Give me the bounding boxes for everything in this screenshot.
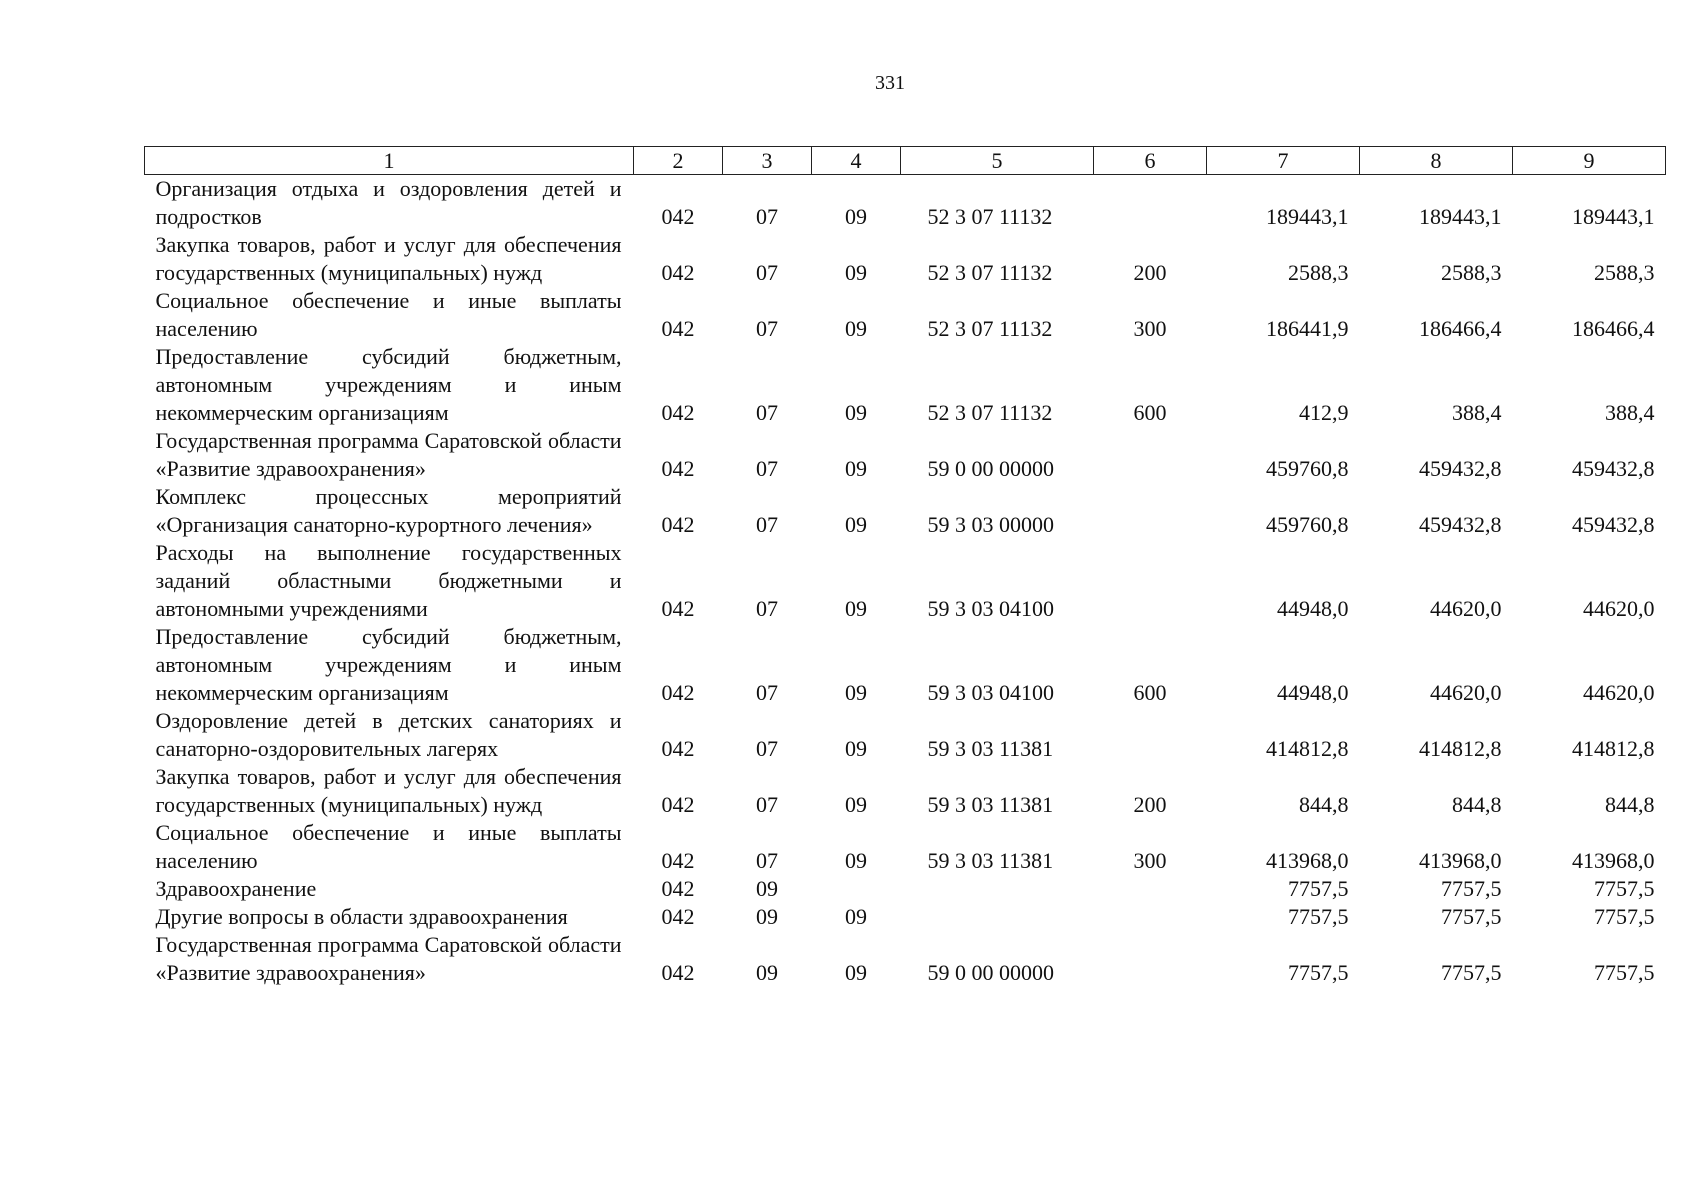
- section-code: 07: [756, 260, 778, 285]
- budget-table: [144, 146, 1666, 987]
- expense-type-code: [1094, 903, 1207, 931]
- table-row: [145, 343, 1666, 427]
- row-name: Предоставление субсидий бюджетным, автономным учреждениям и иным некоммерческим организациям: [155, 624, 622, 705]
- expense-type-code: [1094, 931, 1207, 987]
- table-row: [145, 707, 1666, 763]
- amount-col-7: 7757,5: [1288, 960, 1349, 985]
- target-article-code: 59 3 03 11381: [927, 848, 1054, 873]
- section-code: 07: [756, 848, 778, 873]
- subsection-code: 09: [845, 792, 867, 817]
- subsection-code: 09: [845, 960, 867, 985]
- row-name: Организация отдыха и оздоровления детей и подростков: [155, 176, 622, 229]
- subsection-code: 09: [845, 400, 867, 425]
- section-code: 09: [756, 876, 778, 901]
- amount-col-8: 2588,3: [1441, 260, 1502, 285]
- target-article-code: 59 0 00 00000: [927, 456, 1054, 481]
- expense-type-code: [1094, 175, 1207, 232]
- row-name: Закупка товаров, работ и услуг для обеспечения государственных (муниципальных) нужд: [155, 764, 622, 817]
- subsection-code: 09: [845, 904, 867, 929]
- target-article-code: [901, 875, 1094, 903]
- subsection-code: 09: [845, 204, 867, 229]
- expense-type-code: [1094, 707, 1207, 763]
- amount-col-9: 7757,5: [1594, 960, 1655, 985]
- section-code: 07: [756, 204, 778, 229]
- amount-col-8: 189443,1: [1419, 204, 1502, 229]
- amount-col-9: 44620,0: [1583, 596, 1655, 621]
- section-code: 07: [756, 792, 778, 817]
- amount-col-7: 186441,9: [1266, 316, 1349, 341]
- table-header: [145, 147, 1666, 175]
- subsection-code: 09: [845, 512, 867, 537]
- row-name: Предоставление субсидий бюджетным, автономным учреждениям и иным некоммерческим организациям: [155, 344, 622, 425]
- table-row: [145, 483, 1666, 539]
- ministry-code: 042: [661, 260, 695, 285]
- table-row: [145, 875, 1666, 903]
- section-code: 09: [756, 960, 778, 985]
- amount-col-7: 413968,0: [1266, 848, 1349, 873]
- header-row: [145, 147, 1666, 175]
- amount-col-8: 7757,5: [1441, 960, 1502, 985]
- amount-col-7: 459760,8: [1266, 456, 1349, 481]
- ministry-code: 042: [661, 960, 695, 985]
- ministry-code: 042: [661, 848, 695, 873]
- header-cell: 4: [812, 147, 901, 175]
- header-cell: 8: [1360, 147, 1513, 175]
- subsection-code: 09: [845, 848, 867, 873]
- section-code: 07: [756, 680, 778, 705]
- table-row: [145, 175, 1666, 232]
- amount-col-9: 388,4: [1605, 400, 1655, 425]
- ministry-code: 042: [661, 512, 695, 537]
- expense-type-code: [1094, 483, 1207, 539]
- row-name: Расходы на выполнение государственных заданий областными бюджетными и автономными учреждениями: [155, 540, 622, 621]
- section-code: 07: [756, 456, 778, 481]
- header-cell: 2: [634, 147, 723, 175]
- table-row: [145, 539, 1666, 623]
- amount-col-7: 7757,5: [1288, 904, 1349, 929]
- amount-col-7: 2588,3: [1288, 260, 1349, 285]
- target-article-code: 59 0 00 00000: [927, 960, 1054, 985]
- amount-col-8: 44620,0: [1430, 680, 1502, 705]
- header-cell: 9: [1513, 147, 1666, 175]
- target-article-code: 52 3 07 11132: [927, 316, 1053, 341]
- expense-type-code: 200: [1133, 792, 1167, 817]
- amount-col-8: 844,8: [1452, 792, 1502, 817]
- target-article-code: 52 3 07 11132: [927, 204, 1053, 229]
- amount-col-8: 7757,5: [1441, 876, 1502, 901]
- subsection-code: 09: [845, 736, 867, 761]
- row-name: Государственная программа Саратовской области «Развитие здравоохранения»: [155, 932, 622, 985]
- section-code: 07: [756, 596, 778, 621]
- ministry-code: 042: [661, 596, 695, 621]
- amount-col-7: 44948,0: [1277, 680, 1349, 705]
- table-row: [145, 763, 1666, 819]
- amount-col-9: 459432,8: [1572, 456, 1655, 481]
- amount-col-9: 7757,5: [1594, 876, 1655, 901]
- target-article-code: [901, 903, 1094, 931]
- expense-type-code: [1094, 427, 1207, 483]
- target-article-code: 59 3 03 11381: [927, 736, 1054, 761]
- expense-type-code: [1094, 875, 1207, 903]
- expense-type-code: 300: [1133, 848, 1167, 873]
- expense-type-code: [1094, 539, 1207, 623]
- table-row: [145, 903, 1666, 931]
- amount-col-9: 414812,8: [1572, 736, 1655, 761]
- table-body: [145, 175, 1666, 988]
- amount-col-7: 414812,8: [1266, 736, 1349, 761]
- row-name: Государственная программа Саратовской области «Развитие здравоохранения»: [155, 428, 622, 481]
- row-name: Другие вопросы в области здравоохранения: [155, 904, 568, 929]
- row-name: Социальное обеспечение и иные выплаты населению: [155, 820, 622, 873]
- amount-col-8: 459432,8: [1419, 456, 1502, 481]
- amount-col-8: 414812,8: [1419, 736, 1502, 761]
- header-cell: 3: [723, 147, 812, 175]
- header-cell: 6: [1094, 147, 1207, 175]
- amount-col-8: 388,4: [1452, 400, 1502, 425]
- ministry-code: 042: [661, 316, 695, 341]
- amount-col-8: 7757,5: [1441, 904, 1502, 929]
- ministry-code: 042: [661, 904, 695, 929]
- ministry-code: 042: [661, 792, 695, 817]
- table-row: [145, 287, 1666, 343]
- amount-col-8: 186466,4: [1419, 316, 1502, 341]
- row-name: Социальное обеспечение и иные выплаты населению: [155, 288, 622, 341]
- target-article-code: 52 3 07 11132: [927, 400, 1053, 425]
- amount-col-9: 413968,0: [1572, 848, 1655, 873]
- amount-col-9: 189443,1: [1572, 204, 1655, 229]
- subsection-code: 09: [845, 316, 867, 341]
- target-article-code: 52 3 07 11132: [927, 260, 1053, 285]
- amount-col-9: 7757,5: [1594, 904, 1655, 929]
- section-code: 07: [756, 316, 778, 341]
- ministry-code: 042: [661, 400, 695, 425]
- subsection-code: 09: [845, 456, 867, 481]
- amount-col-7: 7757,5: [1288, 876, 1349, 901]
- target-article-code: 59 3 03 00000: [927, 512, 1054, 537]
- amount-col-8: 413968,0: [1419, 848, 1502, 873]
- row-name: Оздоровление детей в детских санаториях и санаторно-оздоровительных лагерях: [155, 708, 622, 761]
- table-row: [145, 931, 1666, 987]
- amount-col-7: 44948,0: [1277, 596, 1349, 621]
- expense-type-code: 600: [1133, 400, 1167, 425]
- amount-col-7: 459760,8: [1266, 512, 1349, 537]
- header-cell: 5: [901, 147, 1094, 175]
- amount-col-7: 412,9: [1299, 400, 1349, 425]
- ministry-code: 042: [661, 680, 695, 705]
- amount-col-9: 459432,8: [1572, 512, 1655, 537]
- subsection-code: [812, 875, 901, 903]
- amount-col-9: 186466,4: [1572, 316, 1655, 341]
- amount-col-9: 844,8: [1605, 792, 1655, 817]
- section-code: 07: [756, 736, 778, 761]
- subsection-code: 09: [845, 680, 867, 705]
- table-row: [145, 427, 1666, 483]
- expense-type-code: 300: [1133, 316, 1167, 341]
- amount-col-9: 44620,0: [1583, 680, 1655, 705]
- row-name: Закупка товаров, работ и услуг для обеспечения государственных (муниципальных) нужд: [155, 232, 622, 285]
- row-name: Комплекс процессных мероприятий «Организация санаторно-курортного лечения»: [155, 484, 622, 537]
- ministry-code: 042: [661, 736, 695, 761]
- header-cell: 1: [145, 147, 634, 175]
- expense-type-code: 600: [1133, 680, 1167, 705]
- target-article-code: 59 3 03 11381: [927, 792, 1054, 817]
- table-row: [145, 819, 1666, 875]
- section-code: 07: [756, 400, 778, 425]
- amount-col-7: 189443,1: [1266, 204, 1349, 229]
- row-name: Здравоохранение: [155, 876, 317, 901]
- ministry-code: 042: [661, 204, 695, 229]
- subsection-code: 09: [845, 260, 867, 285]
- target-article-code: 59 3 03 04100: [927, 596, 1054, 621]
- ministry-code: 042: [661, 456, 695, 481]
- table-row: [145, 231, 1666, 287]
- amount-col-7: 844,8: [1299, 792, 1349, 817]
- section-code: 07: [756, 512, 778, 537]
- expense-type-code: 200: [1133, 260, 1167, 285]
- amount-col-9: 2588,3: [1594, 260, 1655, 285]
- amount-col-8: 44620,0: [1430, 596, 1502, 621]
- header-cell: 7: [1207, 147, 1360, 175]
- section-code: 09: [756, 904, 778, 929]
- subsection-code: 09: [845, 596, 867, 621]
- ministry-code: 042: [661, 876, 695, 901]
- table-row: [145, 623, 1666, 707]
- target-article-code: 59 3 03 04100: [927, 680, 1054, 705]
- amount-col-8: 459432,8: [1419, 512, 1502, 537]
- page-number: 331: [875, 72, 905, 94]
